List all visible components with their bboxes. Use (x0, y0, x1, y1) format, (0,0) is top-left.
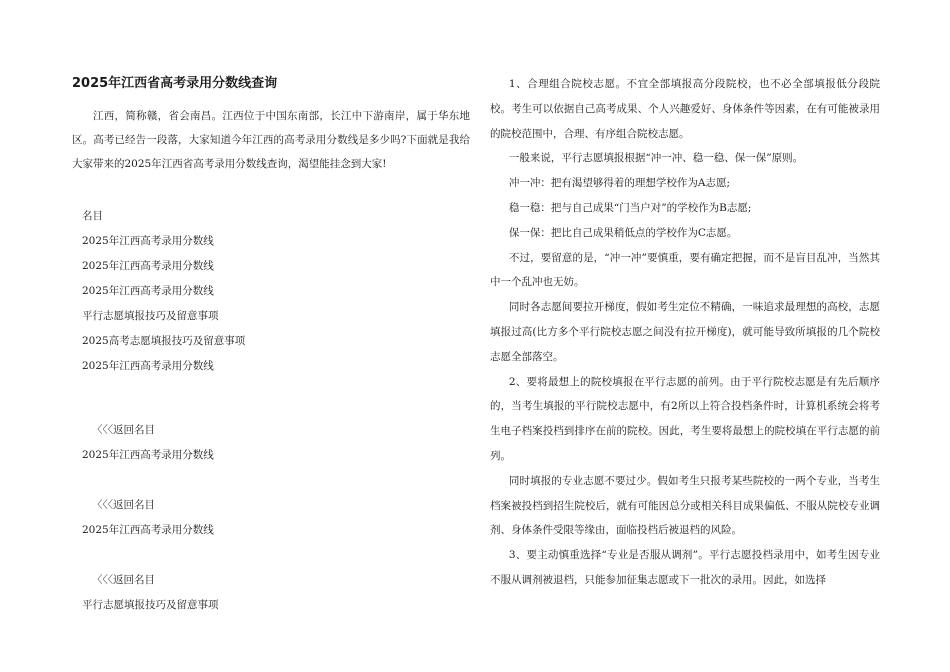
body-paragraph: 冲一冲：把有渴望够得着的理想学校作为A志愿; (508, 177, 731, 190)
section-title: 2025年江西高考录用分数线 (82, 524, 214, 536)
page-title: 2025年江西省高考录用分数线查询 (72, 76, 278, 91)
intro-paragraph: 江西，简称赣，省会南昌。江西位于中国东南部，长江中下游南岸，属于华东地区。高考已经告一段落，大家知道今年江西的高考录用分数线是多少吗?下面就是我给大家带来的2025年江西省高考录用分数线查询，渴望能挂念到大家! (72, 110, 470, 170)
toc-item[interactable]: 2025年江西高考录用分数线 (82, 285, 214, 297)
toc-item[interactable]: 2025年江西高考录用分数线 (82, 235, 214, 247)
right-column (490, 72, 880, 593)
toc-item[interactable]: 2025高考志愿填报技巧及留意事项 (82, 335, 246, 347)
body-paragraph: 稳一稳：把与自己成果“门当户对”的学校作为B志愿; (508, 201, 752, 214)
body-paragraph: 一般来说，平行志愿填报根据“冲一冲、稳一稳、保一保”原则。 (508, 152, 804, 165)
section-title: 平行志愿填报技巧及留意事项 (82, 599, 219, 611)
section-list (72, 393, 470, 618)
toc-heading: 名目 (82, 210, 103, 222)
toc-item[interactable]: 2025年江西高考录用分数线 (82, 260, 214, 272)
toc-item[interactable]: 平行志愿填报技巧及留意事项 (82, 310, 219, 322)
section-title: 2025年江西高考录用分数线 (82, 449, 214, 461)
body-paragraph: 不过，要留意的是，“冲一冲”要慎重，要有确定把握，而不是盲目乱冲，当然其中一个乱冲也无妨。 (490, 251, 880, 289)
section (82, 543, 470, 618)
toc-item[interactable]: 2025年江西高考录用分数线 (82, 360, 214, 372)
section (82, 468, 470, 543)
left-column (72, 74, 470, 618)
body-paragraph: 2、要将最想上的院校填报在平行志愿的前列。由于平行院校志愿是有先后顺序的，当考生填报的平行院校志愿中，有2所以上符合投档条件时，计算机系统会将考生电子档案投档到排序在前的院校。因此，考生要将最想上的院校填在平行志愿的前列。 (490, 375, 880, 462)
back-to-toc-link[interactable]: 〈〈〈返回名目 (92, 424, 155, 436)
back-to-toc-link[interactable]: 〈〈〈返回名目 (92, 499, 155, 511)
back-to-toc-link[interactable]: 〈〈〈返回名目 (92, 574, 155, 586)
body-paragraph: 保一保：把比自己成果稍低点的学校作为C志愿。 (508, 226, 738, 239)
body-paragraph: 1、合理组合院校志愿。不宜全部填报高分段院校，也不必全部填报低分段院校。考生可以依据自己高考成果、个人兴趣爱好、身体条件等因素，在有可能被录用的院校范围中，合理、有序组合院校志愿。 (490, 78, 880, 140)
body-paragraph: 同时填报的专业志愿不要过少。假如考生只报考某些院校的一两个专业，当考生档案被投档到招生院校后，就有可能因总分或相关科目成果偏低、不服从院校专业调剂、身体条件受限等缘由，面临投档后被退档的风险。 (490, 474, 880, 537)
section (82, 393, 470, 468)
body-paragraph: 同时各志愿间要拉开梯度，假如考生定位不精确，一味追求最理想的高校，志愿填报过高(比方多个平行院校志愿之间没有拉开梯度)，就可能导致所填报的几个院校志愿全部落空。 (490, 301, 880, 363)
body-paragraph: 3、要主动慎重选择“专业是否服从调剂”。平行志愿投档录用中，如考生因专业不服从调剂被退档，只能参加征集志愿或下一批次的录用。因此，如选择 (490, 549, 880, 586)
table-of-contents (72, 229, 470, 379)
